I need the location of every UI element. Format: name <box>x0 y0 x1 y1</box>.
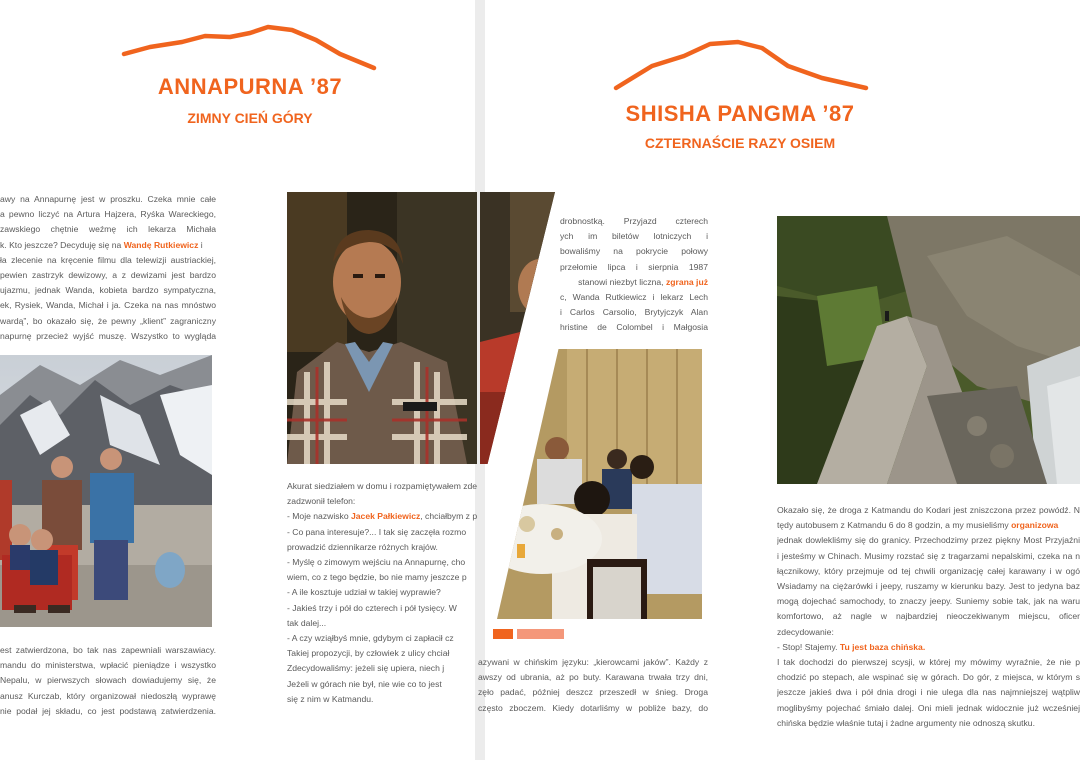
highlighted-name: Jacek Pałkiewicz <box>351 511 421 522</box>
photo-mountain-road <box>777 216 1080 484</box>
chapter-title: SHISHA PANGMA ’87 <box>625 101 855 126</box>
top-paragraph: drobnostką. Przyjazd czterech ych im biletów lotniczych i bowaliśmy na pokrycie połowy przełomie lipca i sierpnia 1987 stanowi niezbyt liczna, zgrana już c, Wanda Rutkiewicz i lekarz Lech i Carlos Carsolio, Brytyjczyk Alan hristine de Colombel i Małgosia <box>560 216 708 333</box>
photo-bearded-climber <box>287 192 477 464</box>
dialogue-paragraph: Akurat siedziałem w domu i rozpamiętywałem zde zadzwonił telefon: - Moje nazwisko Jacek Pałkiewicz, chciałbym z p - Co pana interesuje?... I tak się zaczęła rozmo prowadzić dziennikarze różnych krajów. - Myślę o zimowym wejściu na Annapurnę, cho wiem, co z tego będzie, bo nie mamy jeszcze p - A ile kosztuje udział w takiej wyprawie? - Jakieś trzy i pół do czterech i pół tysięcy. W tak dalej... - A czy wziąłbyś mnie, gdybym ci zapłacił cz Takiej propozycji, by człowiek z ulicy chciał Zdecydowaliśmy: jeżeli się upiera, niech j Jeżeli w górach nie był, nie wie co to jest się z nim w Katmandu. <box>287 481 478 704</box>
highlighted-name: Wandę Rutkiewicz <box>123 239 199 250</box>
main-paragraph: Okazało się, że droga z Katmandu do Kodari jest zniszczona przez powódź. N tędy autobusem z Katmandu 6 do 8 godzin, a my musieliśmy organizowa jednak dowlekliśmy się do granicy. Przechodzimy przez piękny Most Przyjaźni i jesteśmy w Chinach. Musimy rozstać się z tragarzami nepalskimi, czeka na n łącznikowy, który przejmuje od tej chwili organizację całej karawany i w ogó Wsiadamy na ciężarówki i jeepy, ruszamy w kierunku bazy. Jest to jedyna baz mogą dojechać samochody, to znaczy jeepy. Suniemy sobie tak, jak na waru komfortowo, aż nagle w najbardziej nieoczekiwanym miejscu, oficer zdecydowanie: - Stop! Stajemy. Tu jest baza chińska. I tak dochodzi do pierwszej scysji, w której my mówimy wyraźnie, że nie p chodzić po stepach, ale wspinać się w górach. Do gór, z miejsca, w którym s jeszcze jakieś dwa i pół dnia drogi i nie ulega dla nas najmniejszej wątpliw moglibyśmy pojechać śmiało dalej. Oni mieli jednak widocznie już wcześniej chińska będzie właśnie tutaj i żadne argumenty nie odnoszą skutku. <box>777 505 1080 728</box>
intro-paragraph: awy na Annapurnę jest w proszku. Czeka mnie całe a pewno liczyć na Artura Hajzera, Ryśka Wareckiego, zawskiego chętnie weźmę ich lekarza Michała k. Kto jeszcze? Decyduję się na Wandę Rutkiewicz i ła zlecenie na kręcenie filmu dla telewizji austriackiej, pewien zastrzyk dewizowy, a z dewizami jest bardzo ujazmu, jednak Wanda, kobieta bardzo sympatyczna, ek, Rysiek, Wanda, Michał i ja. Czeka na nas mnóstwo wardą”, bo okazało się, że pewny „klient” zagraniczny napurnę przecież wyjść muszę. Wszystko to wygląda <box>0 194 216 341</box>
mountain-ridge-icon <box>612 38 870 94</box>
mid-paragraph: azywani w chińskim języku: „kierowcami jaków”. Każdy z awszy od ubrania, aż po buty. Karawana trwała trzy dni, zęło padać, później deszcz przeszedł w śnieg. Droga często zboczem. Kiedy dotarliśmy w pobliże bazy, do <box>478 657 708 713</box>
chapter-title: ANNAPURNA ’87 <box>157 74 343 99</box>
chapter-subtitle: ZIMNY CIEŃ GÓRY <box>187 110 313 126</box>
photo-expedition-team <box>0 355 212 627</box>
chapter-subtitle: CZTERNAŚCIE RAZY OSIEM <box>644 135 836 151</box>
mountain-ridge-icon <box>120 22 382 74</box>
highlighted-phrase: Tu jest baza chińska. <box>839 641 926 652</box>
highlighted-phrase: zgrana już <box>665 276 708 287</box>
decorative-square <box>517 629 564 639</box>
bottom-paragraph: est zatwierdzona, bo tak nas zapewniali warszawiacy. mandu do ministerstwa, wpłacić pieniądze i wszystko Nepalu, w pierwszych słowach dowiadujemy się, że anusz Kurczab, który organizował niedoszłą wyprawę nie podał jej składu, co jest podstawą zatwierdzenia. <box>0 645 216 716</box>
highlighted-phrase: organizowa <box>1011 520 1059 531</box>
decorative-square <box>493 629 513 639</box>
